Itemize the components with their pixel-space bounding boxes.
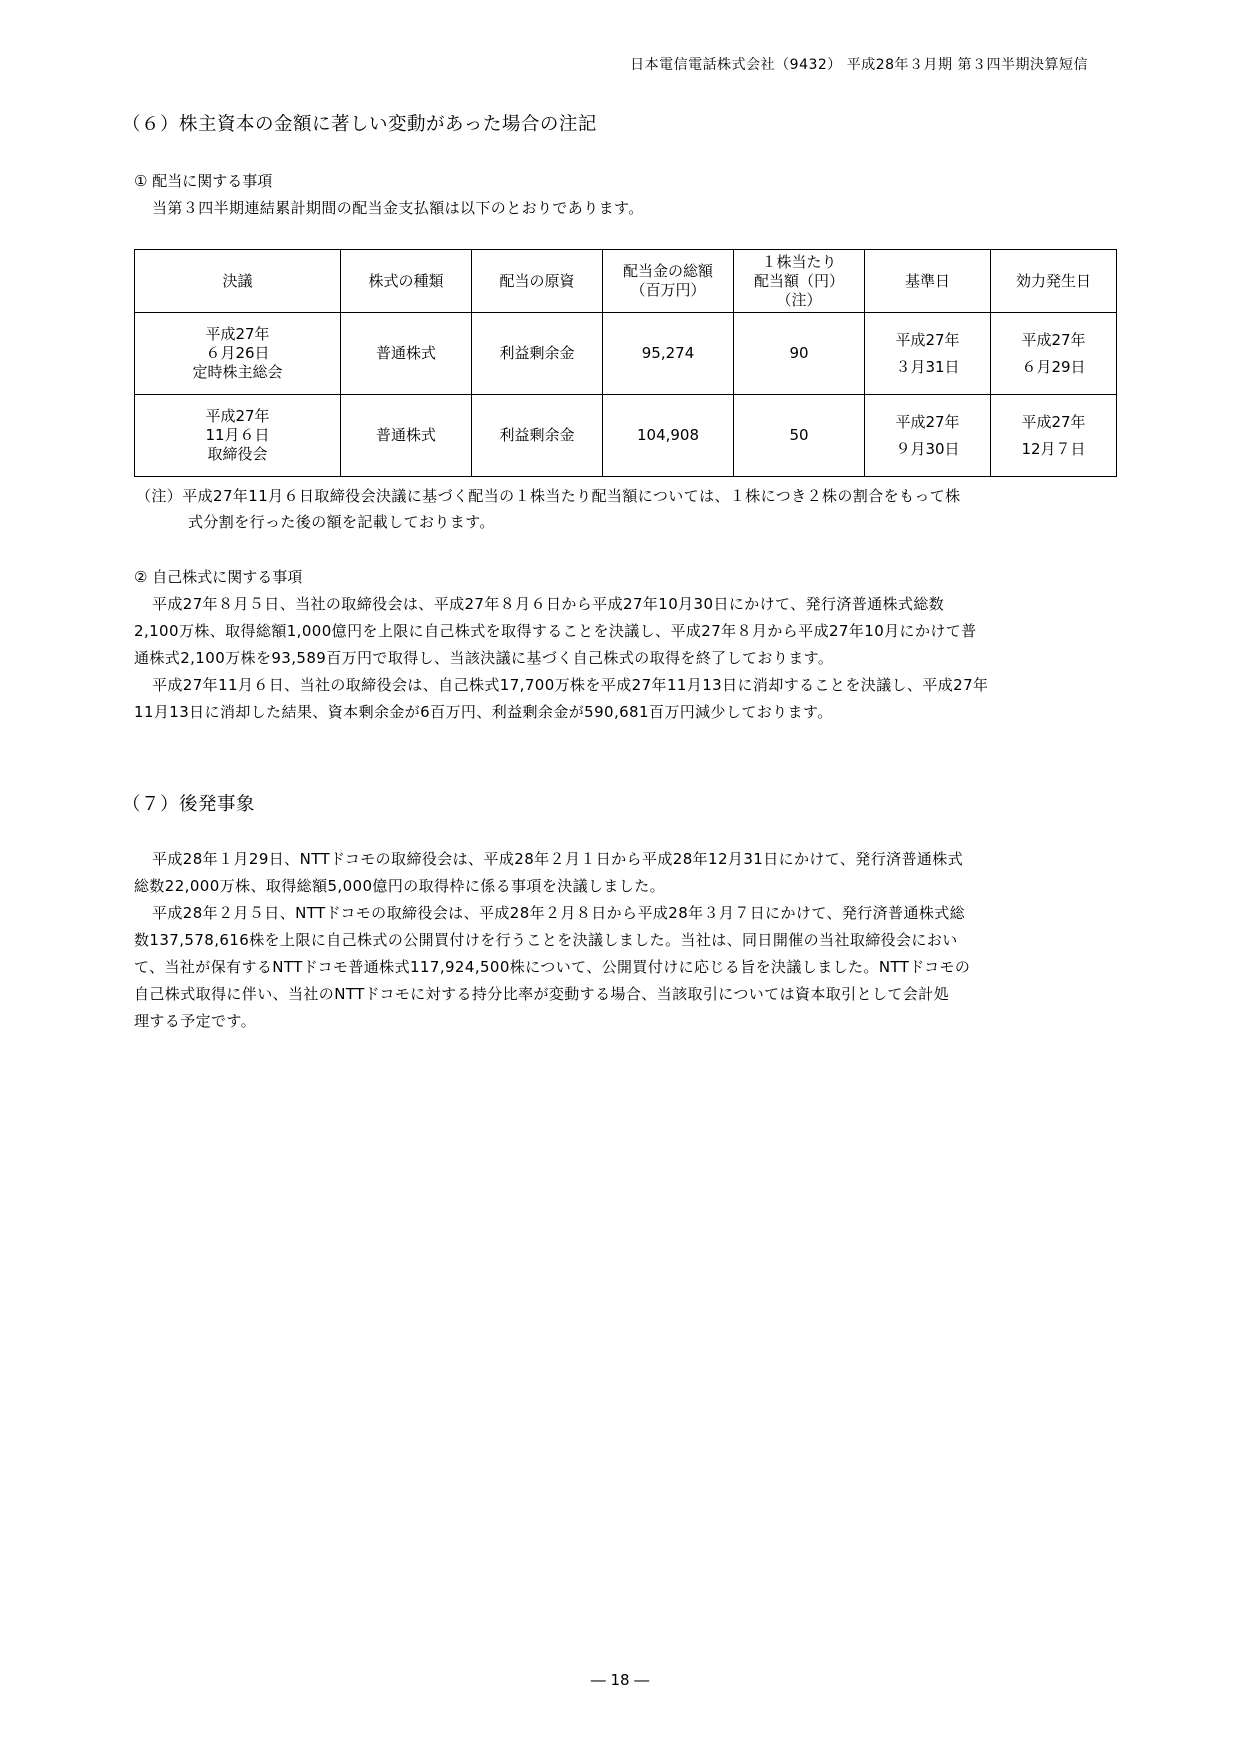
document-header: 日本電信電話株式会社（9432） 平成28年３月期 第３四半期決算短信 — [630, 57, 1088, 73]
cell-source: 利益剰余金 — [472, 395, 603, 477]
header-per-share: １株当たり 配当額（円） （注） — [734, 250, 865, 313]
subsequent-events-line: 総数22,000万株、取得総額5,000億円の取得枠に係る事項を決議しました。 — [134, 877, 666, 895]
table-note-line-1: （注）平成27年11月６日取締役会決議に基づく配当の１株当たり配当額については、１株につき２株の割合をもって株 — [136, 487, 961, 505]
header-effective-date: 効力発生日 — [991, 250, 1117, 313]
table-row — [135, 313, 1117, 395]
table-row — [135, 395, 1117, 477]
table-note-line-2: 式分割を行った後の額を記載しております。 — [188, 513, 495, 531]
cell-effective-date: 平成27年 12月７日 — [991, 395, 1117, 477]
subsequent-events-line: 自己株式取得に伴い、当社のNTTドコモに対する持分比率が変動する場合、当該取引については資本取引として会計処 — [134, 985, 949, 1003]
cell-record-date: 平成27年 ９月30日 — [865, 395, 991, 477]
subsequent-events-line: 数137,578,616株を上限に自己株式の公開買付けを行うことを決議しました。当社は、同日開催の当社取締役会におい — [134, 931, 958, 949]
cell-total-amount: 104,908 — [603, 395, 734, 477]
section-6-title: （６）株主資本の金額に著しい変動があった場合の注記 — [122, 114, 597, 135]
header-total-amount: 配当金の総額 （百万円） — [603, 250, 734, 313]
treasury-stock-subtitle: ② 自己株式に関する事項 — [134, 568, 303, 586]
header-resolution: 決議 — [135, 250, 341, 313]
treasury-paragraph-line: 平成27年11月６日、当社の取締役会は、自己株式17,700万株を平成27年11月13日に消却することを決議し、平成27年 — [152, 676, 989, 694]
page-number: ― 18 ― — [590, 1671, 650, 1689]
cell-source: 利益剰余金 — [472, 313, 603, 395]
cell-effective-date: 平成27年 ６月29日 — [991, 313, 1117, 395]
dividends-intro: 当第３四半期連結累計期間の配当金支払額は以下のとおりであります。 — [152, 199, 644, 217]
cell-total-amount: 95,274 — [603, 313, 734, 395]
cell-resolution: 平成27年 11月６日 取締役会 — [135, 395, 341, 477]
subsequent-events-line: 理する予定です。 — [134, 1012, 257, 1030]
cell-stock-type: 普通株式 — [341, 395, 472, 477]
header-source: 配当の原資 — [472, 250, 603, 313]
cell-record-date: 平成27年 ３月31日 — [865, 313, 991, 395]
treasury-paragraph-line: 11月13日に消却した結果、資本剰余金が6百万円、利益剰余金が590,681百万円減少しております。 — [134, 703, 833, 721]
treasury-paragraph-line: 通株式2,100万株を93,589百万円で取得し、当該決議に基づく自己株式の取得を終了しております。 — [134, 649, 834, 667]
cell-per-share: 50 — [734, 395, 865, 477]
subsequent-events-line: 平成28年２月５日、NTTドコモの取締役会は、平成28年２月８日から平成28年３月７日にかけて、発行済普通株式総 — [152, 904, 966, 922]
dividends-table — [134, 249, 1117, 477]
header-record-date: 基準日 — [865, 250, 991, 313]
cell-stock-type: 普通株式 — [341, 313, 472, 395]
header-stock-type: 株式の種類 — [341, 250, 472, 313]
subsequent-events-line: て、当社が保有するNTTドコモ普通株式117,924,500株について、公開買付けに応じる旨を決議しました。NTTドコモの — [134, 958, 971, 976]
treasury-paragraph-line: 2,100万株、取得総額1,000億円を上限に自己株式を取得することを決議し、平成27年８月から平成27年10月にかけて普 — [134, 622, 977, 640]
cell-per-share: 90 — [734, 313, 865, 395]
section-7-title: （７）後発事象 — [122, 794, 256, 815]
treasury-paragraph-line: 平成27年８月５日、当社の取締役会は、平成27年８月６日から平成27年10月30日にかけて、発行済普通株式総数 — [152, 595, 945, 613]
subsequent-events-line: 平成28年１月29日、NTTドコモの取締役会は、平成28年２月１日から平成28年12月31日にかけて、発行済普通株式 — [152, 850, 964, 868]
cell-resolution: 平成27年 ６月26日 定時株主総会 — [135, 313, 341, 395]
dividends-subtitle: ① 配当に関する事項 — [134, 172, 273, 190]
table-header-row — [135, 250, 1117, 313]
